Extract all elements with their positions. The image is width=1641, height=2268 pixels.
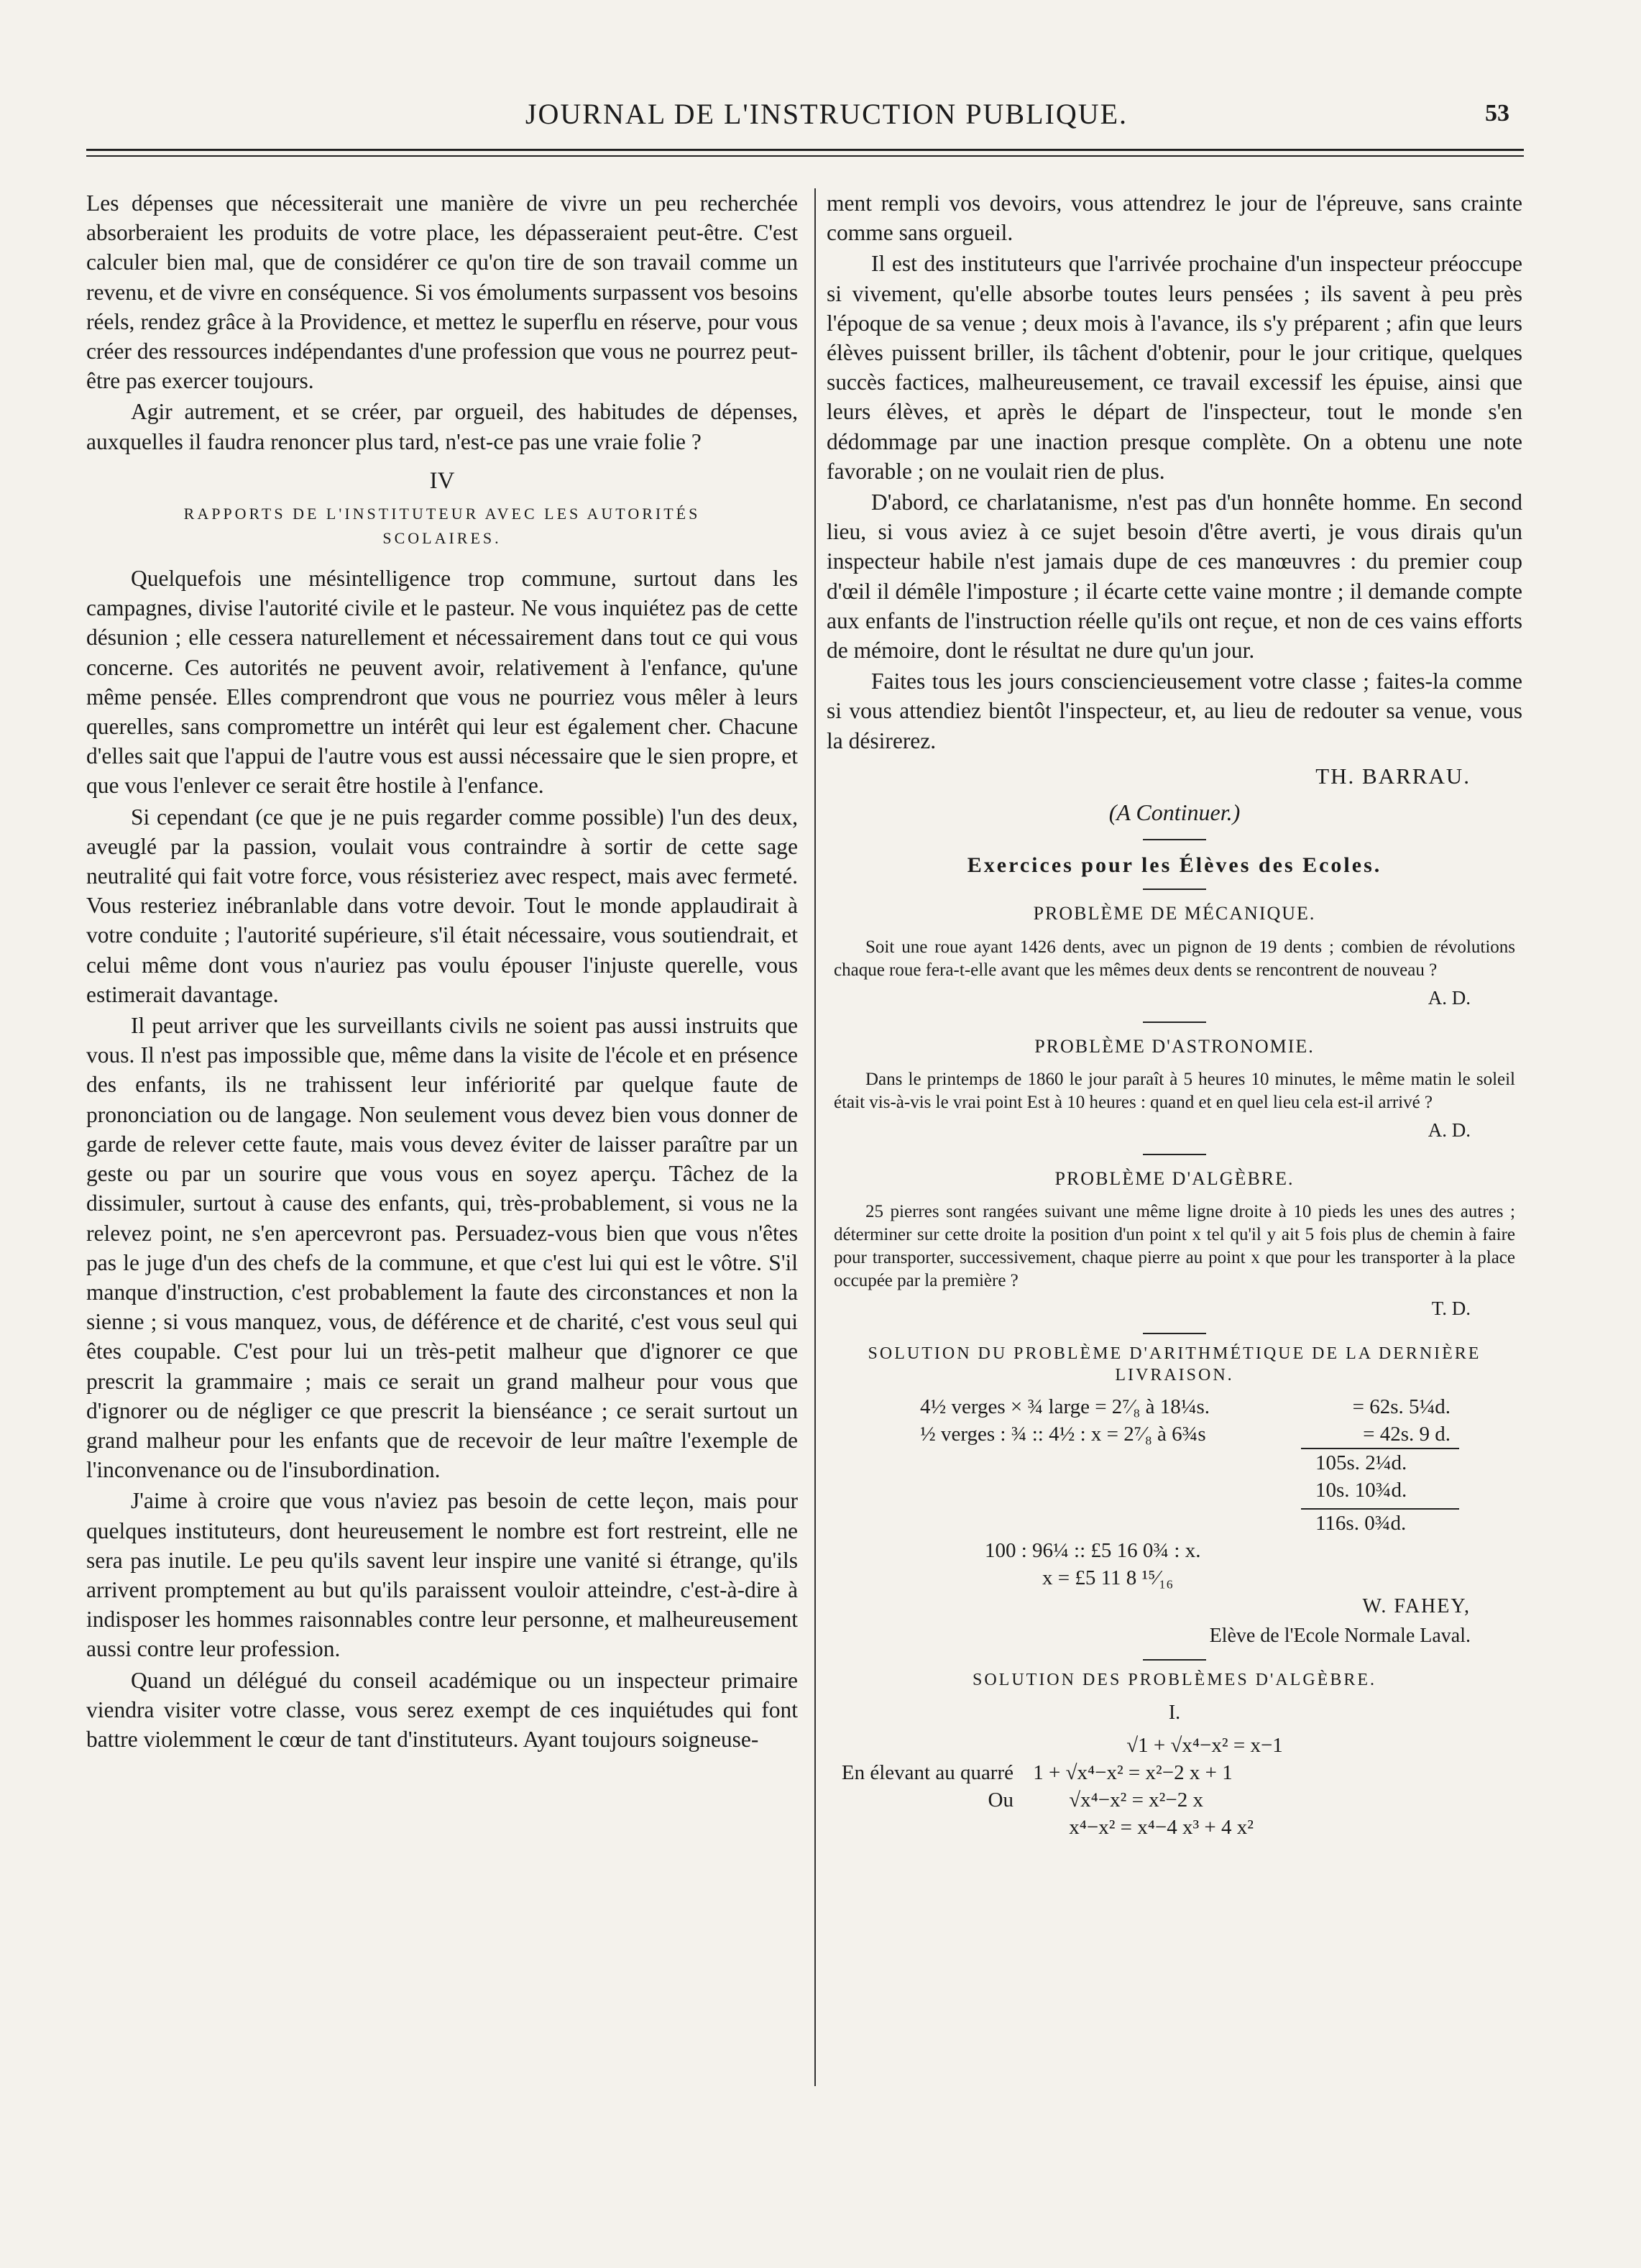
paragraph: Quelquefois une mésintelligence trop commune, surtout dans les campagnes, divise l'autorité civile et le pasteur. Ne vous inquiétez pas de cette désunion ; elle cessera naturellement et nécessairement dans tout ce qui vous concerne. Ces autorités ne peuvent avoir, relativement à l'enfance, qu'une même pensée. Elles comprendront que vous ne pourriez vous mêler à leurs querelles, sans compromettre un intérêt qui leur est également cher. Chacune d'elles sait que l'appui de l'autre vous est aussi nécessaire que le sien propre, et que vous l'enlever ce serait être hostile à l'enfance.	[86, 566, 798, 799]
separator-rule	[1143, 1021, 1206, 1023]
problem-signature: T. D.	[1431, 1298, 1471, 1320]
page-number: 53	[1485, 100, 1509, 127]
problem-text: Soit une roue ayant 1426 dents, avec un pignon de 19 dents ; combien de révolutions chaque roue fera-t-elle avant que les mêmes deux dents se rencontrent de nouveau ?	[834, 937, 1515, 980]
paragraph: Agir autrement, et se créer, par orgueil, des habitudes de dépenses, auxquelles il faudra renoncer plus tard, n'est-ce pas une vraie folie ?	[86, 399, 798, 454]
problem-signature: A. D.	[1428, 986, 1471, 1009]
algebra-work	[827, 1732, 1522, 1841]
math-total-line: 116s. 0¾d.	[1315, 1511, 1407, 1535]
paragraph: Quand un délégué du conseil académique ou un inspecteur primaire viendra visiter votre classe, vous serez exempt de ces inquiétudes qui font battre violemment le cœur de tant d'instituteurs. Ayant toujours soigneuse-	[86, 1667, 798, 1752]
math-expression: ½ verges : ¾ :: 4½ : x = 2⁷⁄₈ à 6¾s	[920, 1422, 1206, 1446]
equation: √x⁴−x² = x²−2 x	[1069, 1789, 1203, 1812]
algebra-solution	[827, 1669, 1522, 1841]
equation-label: En élevant au quarré	[841, 1761, 1013, 1785]
section-title: RAPPORTS DE L'INSTITUTEUR AVEC LES AUTORITÉS SCOLAIRES.	[183, 505, 701, 548]
problem-title: PROBLÈME DE MÉCANIQUE.	[1033, 903, 1316, 924]
math-line	[920, 1420, 1522, 1448]
equation-label: Ou	[988, 1789, 1013, 1812]
separator-rule	[1143, 1659, 1206, 1661]
problem-mecanique	[827, 899, 1522, 1012]
author-signature: TH. BARRAU.	[1315, 763, 1471, 789]
math-proportion: 100 : 96¼ :: £5 16 0¾ : x.	[985, 1538, 1201, 1562]
equation-line	[827, 1732, 1522, 1759]
journal-title: JOURNAL DE L'INSTRUCTION PUBLIQUE.	[525, 98, 1129, 130]
column-divider	[814, 188, 816, 2086]
exercises-heading: Exercices pour les Élèves des Ecoles.	[967, 853, 1382, 878]
solution-signature-detail: Elève de l'Ecole Normale Laval.	[1209, 1624, 1471, 1647]
solution-title: SOLUTION DES PROBLÈMES D'ALGÈBRE.	[972, 1671, 1376, 1690]
section-number: IV	[429, 467, 455, 494]
equation-line	[827, 1759, 1522, 1786]
math-sum-line: 10s. 10¾d.	[1315, 1478, 1407, 1502]
separator-rule	[1143, 889, 1206, 890]
solution-signature: W. FAHEY,	[1362, 1594, 1471, 1617]
solution-number: I.	[1168, 1702, 1181, 1725]
solution-title: SOLUTION DU PROBLÈME D'ARITHMÉTIQUE DE LA DERNIÈRE LIVRAISON.	[868, 1344, 1481, 1385]
paragraph: Si cependant (ce que je ne puis regarder comme possible) l'un des deux, aveuglé par la passion, voulait vous contraindre à sortir de cette sage neutralité qui fait votre force, vous résisteriez avec respect, mais avec fermeté. Vous resteriez inébranlable dans votre devoir. Tout le monde applaudirait à votre conduite ; l'autorité supérieure, s'il était nécessaire, vous soutiendrait, et celui même dont vous n'auriez pas voulu épouser l'injuste querelle, vous estimerait davantage.	[86, 804, 798, 1007]
header-rule-top	[86, 149, 1524, 151]
equation-line	[827, 1786, 1522, 1814]
continuation-note: (A Continuer.)	[1108, 799, 1241, 826]
separator-rule	[1143, 1154, 1206, 1155]
math-line	[920, 1393, 1522, 1420]
separator-rule	[1143, 1333, 1206, 1334]
paragraph: Il peut arriver que les surveillants civils ne soient pas aussi instruits que vous. Il n'est pas impossible que, même dans la visite de l'école et en présence des enfants, ils ne trahissent leur infériorité par quelque faute de prononciation ou de langage. Non seulement vous devez bien vous donner de garde de relever cette faute, mais vous devez éviter de laisser paraître par un geste ou par un sourire que vous vous en soyez aperçu. Tâchez de la dissimuler, surtout à cause des enfants, qui, très-probablement, si vous ne la relevez point, ne s'en apercevront pas. Persuadez-vous bien que vous n'êtes pas le juge d'un des chefs de la commune, et que c'est lui qui est le vôtre. S'il manque d'instruction, c'est probablement la faute des circonstances et non la sienne ; si vous manquez, vous, de déférence et de charité, c'est vous seul qui êtes coupable. C'est pour lui un très-petit malheur que d'ignorer ce que prescrit la grammaire ; mais ce serait un grand malheur pour vous que d'ignorer ou de négliger ce que prescrit la bienséance ; ce serait surtout un grand malheur pour les enfants que de recevoir de leur maître l'exemple de l'inconvenance ou de l'insubordination.	[86, 1013, 798, 1483]
problem-text: 25 pierres sont rangées suivant une même ligne droite à 10 pieds les unes des autres ; déterminer sur cette droite la position d'un point x tel qu'il y ait 5 fois plus de chemin à faire pour transporter, successivement, chaque pierre au point x que pour les transporter à la place occupée par la première ?	[834, 1202, 1515, 1291]
paragraph: Il est des instituteurs que l'arrivée prochaine d'un inspecteur préoccupe si vivement, qu'elle absorbe toutes leurs pensées ; ils savent à peu près l'époque de sa venue ; deux mois à l'avance, ils s'y préparent ; afin que leurs élèves puissent briller, ils tâchent d'obtenir, pour le jour critique, quelques succès factices, malheureusement, ce travail excessif les épuise, ainsi que leurs élèves, et après le départ de l'inspecteur, tout le monde s'en dédommage par une inaction presque complète. On a obtenu une note favorable ; on ne voulait rien de plus.	[827, 251, 1522, 484]
math-result: = 62s. 5¼d.	[1352, 1395, 1451, 1418]
paragraph: D'abord, ce charlatanisme, n'est pas d'un honnête homme. En second lieu, si vous aviez à ce sujet besoin d'être averti, je vous dirais qu'un inspecteur habile n'est jamais dupe de ces manœuvres : du premier coup d'œil il démêle l'imposture ; il écarte cette vaine montre ; il demande compte aux enfants de l'instruction réelle qu'ils ont reçue, et non de ces vains efforts de mémoire, dont le résultat ne dure qu'un jour.	[827, 490, 1522, 664]
problem-text: Dans le printemps de 1860 le jour paraît à 5 heures 10 minutes, le même matin le soleil était vis-à-vis le vrai point Est à 10 heures : quand et en quel lieu cela est-il arrivé ?	[834, 1070, 1515, 1113]
math-expression: 4½ verges × ¾ large = 2⁷⁄₈ à 18¼s.	[920, 1395, 1210, 1418]
paragraph: ment rempli vos devoirs, vous attendrez le jour de l'épreuve, sans crainte comme sans orgueil.	[827, 190, 1522, 246]
paragraph: Les dépenses que nécessiterait une manière de vivre un peu recherchée absorberaient les produits de votre place, les dépasseraient peut-être. C'est calculer bien mal, que de considérer ce qu'on tire de son travail comme un revenu, et de vivre en conséquence. Si vos émoluments surpassent vos besoins réels, rendez grâce à la Providence, et mettez le superflu en réserve, pour vous créer des ressources indépendantes d'une profession que vous ne pourrez peut-être pas exercer toujours.	[86, 190, 798, 394]
problem-signature: A. D.	[1428, 1119, 1471, 1142]
math-sum-line: 105s. 2¼d.	[1315, 1451, 1407, 1474]
paragraph: Faites tous les jours consciencieusement votre classe ; faites-la comme si vous attendiez bientôt l'inspecteur, et, au lieu de redouter sa venue, vous la désirerez.	[827, 669, 1522, 753]
separator-rule	[1143, 839, 1206, 840]
header-rule-bottom	[86, 155, 1524, 157]
arithmetic-work	[827, 1393, 1522, 1592]
equation: 1 + √x⁴−x² = x²−2 x + 1	[1033, 1761, 1233, 1785]
equation: x⁴−x² = x⁴−4 x³ + 4 x²	[1069, 1816, 1254, 1840]
arithmetic-solution	[827, 1343, 1522, 1651]
problem-title: PROBLÈME D'ASTRONOMIE.	[1034, 1035, 1315, 1057]
math-proportion: x = £5 11 8 ¹⁵⁄₁₆	[1042, 1566, 1174, 1589]
page-header	[86, 97, 1524, 140]
problem-title: PROBLÈME D'ALGÈBRE.	[1054, 1168, 1295, 1190]
equation: √1 + √x⁴−x² = x−1	[1126, 1734, 1283, 1758]
math-result: = 42s. 9 d.	[1363, 1422, 1451, 1446]
problem-algebre	[827, 1164, 1522, 1323]
right-column	[827, 188, 1522, 1841]
paragraph: J'aime à croire que vous n'aviez pas besoin de cette leçon, mais pour quelques instituteurs, dont heureusement le nombre est fort restreint, elle ne sera pas inutile. Le peu qu'ils savent leur inspire une vanité si étrange, qu'ils arrivent promptement au but qu'ils paraissent vouloir atteindre, c'est-à-dire à indisposer les hommes raisonnables contre leur personne, et malheureusement aussi contre leur profession.	[86, 1488, 798, 1662]
left-column	[86, 188, 798, 1754]
problem-astronomie	[827, 1032, 1522, 1145]
equation-line	[827, 1814, 1522, 1841]
